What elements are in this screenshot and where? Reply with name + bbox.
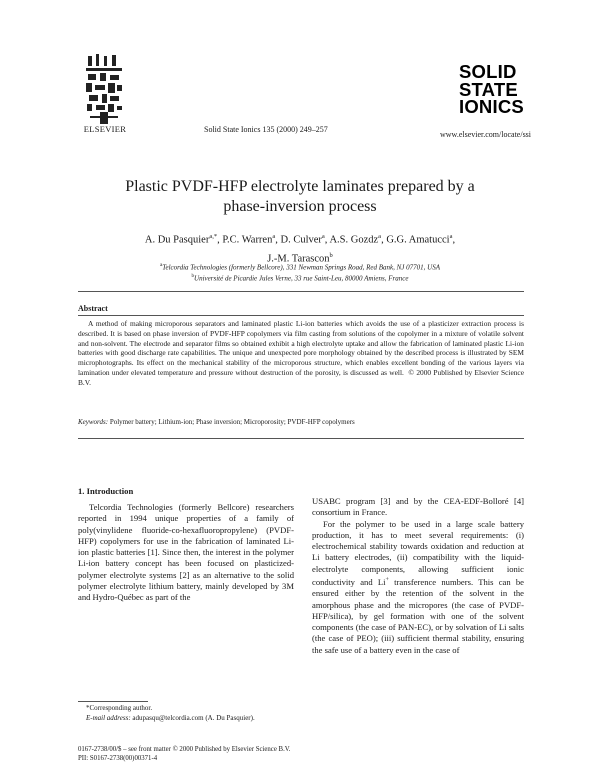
affiliation-mark: a <box>160 263 163 268</box>
affiliation-b: $^b$Université de Picardie Jules Verne, 33 rue Saint-Leu, 80000 Amiens, France <box>191 274 409 283</box>
abstract-bottom-rule <box>78 438 524 439</box>
author-name: P.C. Warren <box>222 234 273 246</box>
author-name: A.S. Gozdz <box>329 234 379 246</box>
author-affiliation-mark: a <box>321 233 325 240</box>
abstract-heading-rule <box>78 315 524 316</box>
journal-logo-line: IONICS <box>459 96 524 117</box>
affiliation-mark: b <box>191 274 195 280</box>
author-list: A. Du Pasquier$^{a,*}$, P.C. Warren$^a$, D. Culver$^a$, A.S. Gozdz$^a$, G.G. Amatucci$^a$, J.-M. Tarascon$^b$ <box>144 233 456 264</box>
abstract-heading: Abstract <box>78 304 108 313</box>
author-affiliation-mark: a <box>272 233 276 240</box>
section-heading-introduction: 1. Introduction <box>78 486 134 496</box>
keywords <box>78 418 355 426</box>
abstract-copyright: © 2000 Published by Elsevier Science B.V. <box>78 367 524 387</box>
elsevier-tree-logo-icon <box>80 52 128 126</box>
affiliations <box>90 261 510 284</box>
footnote-rule <box>78 701 148 702</box>
keywords-text: Polymer battery; Lithium-ion; Phase inversion; Microporosity; PVDF-HFP copolymers <box>109 418 355 426</box>
publisher-name: ELSEVIER <box>83 124 127 134</box>
author-affiliation-mark: a,* <box>209 233 218 240</box>
journal-citation: Solid State Ionics 135 (2000) 249–257 <box>204 125 328 134</box>
journal-url-link[interactable]: www.elsevier.com/locate/ssi <box>440 130 532 139</box>
author-name: A. Du Pasquier <box>144 234 210 246</box>
paper-title <box>80 177 520 217</box>
left-column <box>78 502 294 604</box>
front-matter-info <box>78 745 524 763</box>
paragraph: Telcordia Technologies (formerly Bellcore) researchers reported in 1994 unique properties of a family of poly(vinylidene fluoride-co-hexafluoropropylene) (PVDF-HFP) copolymers for use in the fabrication of laminated Li-ion plastic batteries [1]. Since then, the interest in the polymer Li-ion battery concept has been focused on plasticized-polymer electrolyte systems [2] as an alternative to the solid polymer electrolyte lithium battery, mainly developed by 3M and Hydro-Québec as part of the <box>78 502 294 603</box>
paragraph: USABC program [3] and by the CEA-EDF-Bolloré [4] consortium in France. <box>312 496 524 518</box>
author-name: D. Culver <box>280 234 322 246</box>
footnote-corresponding: *Corresponding author. <box>86 704 153 712</box>
pii-line: PII: S0167-2738(00)00371-4 <box>78 755 158 763</box>
journal-logo-line: STATE <box>459 78 518 100</box>
abstract-top-rule <box>78 291 524 292</box>
paragraph: For the polymer to be used in a large scale battery production, it has to meet several requirements: (i) electrochemical stability towards oxidation and reduction at Li battery electrodes, (ii) compatibility with the liquid-electrolyte components, allowing sufficient ionic conductivity and Li+ transference numbers. This can be ensured either by the retention of the solvent in the amorphous phase and the micropores (the case of PVDF-HFP/silica), by gel formation with one of the solvent components (the case of PAN-EC), or by solvation of Li salts (the case of PEO); (iii) sufficient thermal stability, ensuring the safe use of a battery even in the case of <box>312 518 524 655</box>
journal-logo <box>459 63 529 123</box>
keywords-label: Keywords: <box>78 418 109 426</box>
author-affiliation-mark: b <box>329 251 333 259</box>
author-name: J.-M. Tarascon <box>267 253 330 264</box>
title-line: phase-inversion process <box>223 198 377 215</box>
journal-logo-line: SOLID <box>459 61 517 82</box>
author-affiliation-mark: a <box>378 233 382 240</box>
footnote <box>78 704 298 723</box>
email-link[interactable]: adupasqu@telcordia.com (A. Du Pasquier). <box>132 713 255 722</box>
issn-line: 0167-2738/00/$ – see front matter © 2000 Published by Elsevier Science B.V. <box>78 746 291 753</box>
title-line: Plastic PVDF-HFP electrolyte laminates prepared by a <box>125 178 475 195</box>
author-affiliation-mark: a <box>449 233 453 240</box>
footnote-email: E-mail address: adupasqu@telcordia.com (A. Du Pasquier). <box>86 713 255 722</box>
abstract-text: A method of making microporous separators and laminated plastic Li-ion batteries which avoids the use of a plasticizer extraction process is described. It is based on phase inversion of PVDF-HFP copolymers via film casting from solutions of the copolymer in a mixture of volatile solvent and non-solvent. The electrode and separator films so obtained exhibit a high electrolyte uptake and allow the fabrication of laminated plastic Li-ion batteries with good discharge rate capabilities. The unique and unexpected pore morphology obtained by the described process is illustrated by SEM microphotographs. Its effect on the mechanical stability of the microporous structure, which enables excellent bonding of the various layers via lamination under elevated temperature and pressure without destruction of the porosity, is discussed as well. © 2000 Published by Elsevier Science B.V. <box>78 319 524 387</box>
author-name: G.G. Amatucci <box>386 234 450 246</box>
right-column <box>312 496 524 656</box>
affiliation-a: $^a$Telcordia Technologies (formerly Bellcore), 331 Newman Springs Road, Red Bank, NJ 07701, USA <box>160 263 440 272</box>
